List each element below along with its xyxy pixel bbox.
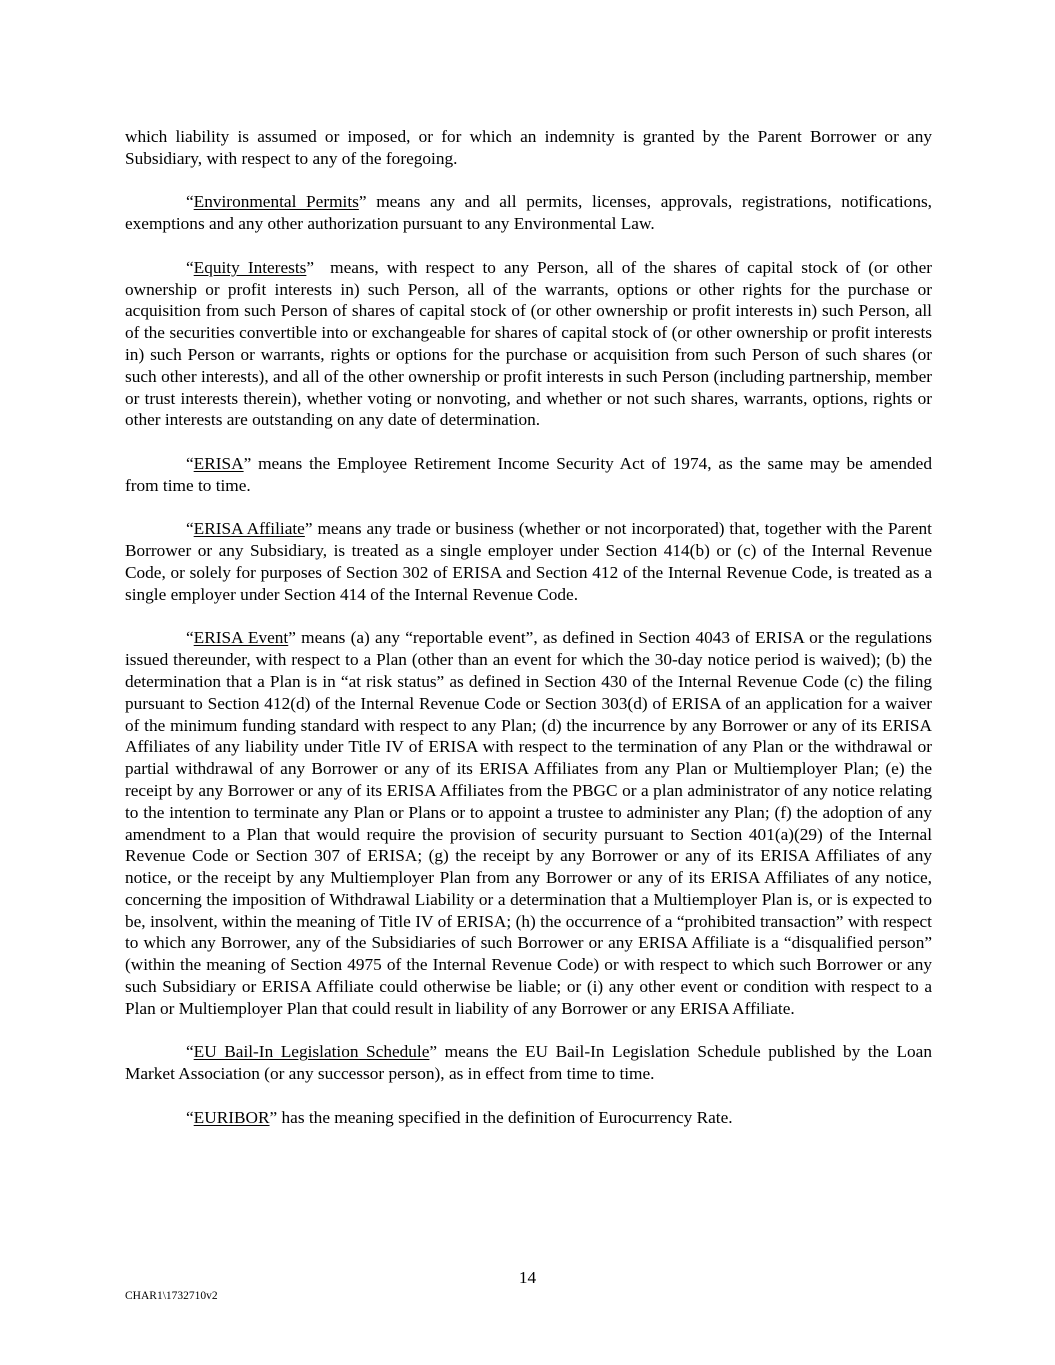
defined-term: ERISA Event <box>193 628 289 648</box>
document-body <box>125 126 937 1150</box>
definition-text: has the meaning specified in the definition of Eurocurrency Rate. <box>277 1107 733 1127</box>
definition-euribor <box>125 1107 932 1129</box>
definition-eu-bail-in-legislation-schedule <box>125 1041 932 1085</box>
open-quote: “ <box>186 257 194 277</box>
open-quote: “ <box>186 1107 194 1127</box>
close-quote: ” <box>306 257 315 277</box>
open-quote: “ <box>186 519 194 539</box>
paragraph-text: which liability is assumed or imposed, or for which an indemnity is granted by the Parent Borrower or any Subsidiary, with respect to any of the foregoing. <box>125 127 932 168</box>
definition-text: means (a) any “reportable event”, as defined in Section 4043 of ERISA or the regulations issued thereunder, with respect to a Plan (other than an event for which the 30-day notice period is waived); (b) the determination that a Plan is in “at risk status” as defined in Section 430 of the Internal Revenue Code (c) the filing pursuant to Section 412(d) of the Internal Revenue Code or Section 303(d) of ERISA of an application for a waiver of the minimum funding standard with respect to any Plan; (d) the incurrence by any Borrower or any of its ERISA Affiliates of any liability under Title IV of ERISA with respect to the termination of any Plan or the withdrawal or partial withdrawal of any Borrower or any of its ERISA Affiliates from any Plan or Multiemployer Plan; (e) the receipt by any Borrower or any of its ERISA Affiliates from the PBGC or a plan administrator of any notice relating to the intention to terminate any Plan or Plans or to appoint a trustee to administer any Plan; (f) the adoption of any amendment to a Plan that would require the provision of security pursuant to Section 401(a)(29) of the Internal Revenue Code or Section 307 of ERISA; (g) the receipt by any Borrower or any of its ERISA Affiliates of any notice, or the receipt by any Multiemployer Plan from any Borrower or any of its ERISA Affiliates of any notice, concerning the imposition of Withdrawal Liability or a determination that a Multiemployer Plan is, or is expected to be, insolvent, within the meaning of Title IV of ERISA; (h) the occurrence of a “prohibited transaction” with respect to which any Borrower, any of the Subsidiaries of such Borrower or any ERISA Affiliate is a “disqualified person” (within the meaning of Section 4975 of the Internal Revenue Code) or with respect to which such Borrower or any such Subsidiary or ERISA Affiliate could otherwise be liable; or (i) any other event or condition with respect to a Plan or Multiemployer Plan that could result in liability of any Borrower or any ERISA Affiliate. <box>125 628 933 1018</box>
open-quote: “ <box>186 628 194 648</box>
definition-environmental-permits <box>125 191 932 235</box>
document-id: CHAR1\1732710v2 <box>125 1290 218 1302</box>
definition-erisa-affiliate <box>125 518 932 605</box>
close-quote: ” <box>304 519 313 539</box>
close-quote: ” <box>288 628 296 648</box>
definition-text: means the Employee Retirement Income Security Act of 1974, as the same may be amended from time to time. <box>125 453 932 495</box>
open-quote: “ <box>186 453 194 473</box>
open-quote: “ <box>186 192 194 212</box>
close-quote: ” <box>358 192 367 212</box>
defined-term: EU Bail-In Legislation Schedule <box>193 1042 430 1062</box>
open-quote: “ <box>186 1042 194 1062</box>
definition-text: means any and all permits, licenses, approvals, registrations, notifications, exemptions and any other authorization pursuant to any Environmental Law. <box>125 192 933 234</box>
definition-text: means any trade or business (whether or not incorporated) that, together with the Parent Borrower or any Subsidiary, is treated as a single employer under Section 414(b) or (c) of the Internal Revenue Code, or solely for purposes of Section 302 of ERISA and Section 412 of the Internal Revenue Code, is treated as a single employer under Section 414 of the Internal Revenue Code. <box>125 519 932 604</box>
page-number: 14 <box>518 1268 537 1287</box>
defined-term: EURIBOR <box>193 1107 270 1127</box>
definition-erisa <box>125 453 932 497</box>
continuation-paragraph <box>125 126 932 170</box>
close-quote: ” <box>243 453 252 473</box>
close-quote: ” <box>269 1107 278 1127</box>
defined-term: Equity Interests <box>193 257 307 277</box>
defined-term: Environmental Permits <box>193 192 359 212</box>
defined-term: ERISA <box>193 453 244 473</box>
definition-erisa-event <box>125 627 932 1019</box>
definition-equity-interests <box>125 257 937 431</box>
definition-text: means the EU Bail-In Legislation Schedule published by the Loan Market Association (or any successor person), as in effect from time to time. <box>125 1042 932 1084</box>
definition-text: means, with respect to any Person, all of the shares of capital stock of (or other ownership or profit interests in) such Person, all of the warrants, options or other rights for the purchase or acquisition from such Person of shares of capital stock of (or other ownership or profit interests in) such Person, all of the securities convertible into or exchangeable for shares of capital stock of (or other ownership or profit interests in) such Person or warrants, rights or options for the purchase or acquisition from such Person of such shares (or such other interests), and all of the other ownership or profit interests in such Person (including partnership, member or trust interests therein), whether voting or nonvoting, and whether or not such shares, warrants, options, rights or other interests are outstanding on any date of determination. <box>125 257 937 430</box>
defined-term: ERISA Affiliate <box>193 519 305 539</box>
close-quote: ” <box>429 1042 438 1062</box>
